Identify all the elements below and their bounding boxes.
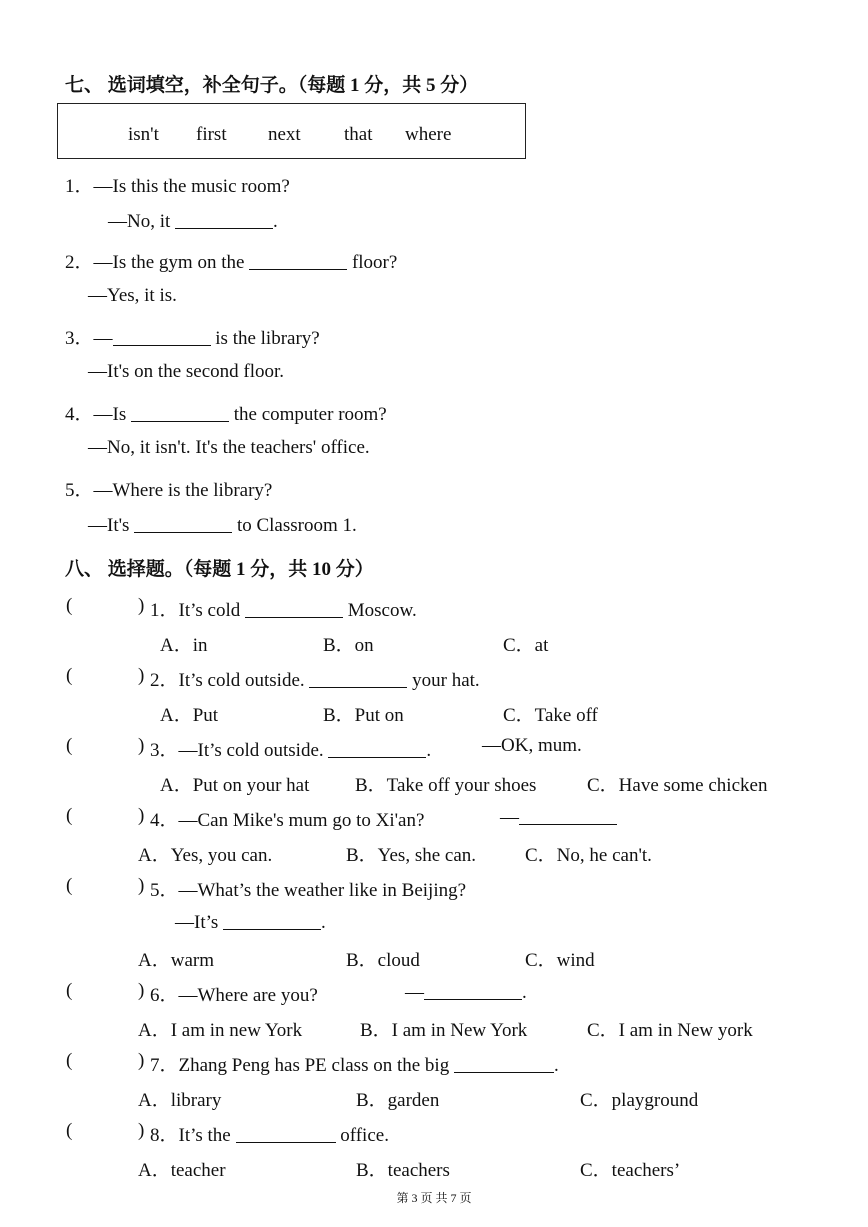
s8-question-6: 6．—Where are you? — [150, 985, 318, 1006]
answer-paren-open: ( — [66, 980, 73, 1001]
answer-paren-open: ( — [66, 1120, 73, 1141]
s8-q8-option-c[interactable]: C．teachers’ — [580, 1160, 681, 1181]
answer-paren-close: ) — [138, 665, 145, 686]
answer-blank[interactable] — [519, 805, 617, 825]
s8-question-2: 2．It’s cold outside. your hat. — [150, 670, 480, 691]
answer-paren-open: ( — [66, 735, 73, 756]
s8-q5-sub: —It’s . — [175, 912, 326, 933]
answer-blank[interactable] — [236, 1123, 336, 1143]
answer-paren-close: ) — [138, 805, 145, 826]
s8-q5-option-a[interactable]: A．warm — [138, 950, 214, 971]
answer-paren-close: ) — [138, 980, 145, 1001]
s7-question-2: 2．—Is the gym on the floor? — [65, 252, 398, 273]
s8-q3-reply: —OK, mum. — [482, 735, 582, 756]
answer-paren-close: ) — [138, 1120, 145, 1141]
s8-question-3: 3．—It’s cold outside. . — [150, 740, 432, 761]
s8-q1-option-a[interactable]: A．in — [160, 635, 208, 656]
answer-blank[interactable] — [245, 598, 343, 618]
section-7-title: 七、 选词填空，补全句子。（每题 1 分，共 5 分） — [65, 75, 479, 96]
answer-paren-open: ( — [66, 595, 73, 616]
answer-blank[interactable] — [328, 738, 426, 758]
s8-q2-option-c[interactable]: C．Take off — [503, 705, 598, 726]
answer-blank[interactable] — [131, 402, 229, 422]
s8-q6-option-b[interactable]: B．I am in New York — [360, 1020, 528, 1041]
answer-paren-close: ) — [138, 1050, 145, 1071]
s7-answer-1: —No, it . — [108, 211, 278, 232]
s7-answer-3: —It's on the second floor. — [88, 361, 285, 382]
answer-blank[interactable] — [113, 326, 211, 346]
s8-question-1: 1．It’s cold Moscow. — [150, 600, 417, 621]
answer-paren-open: ( — [66, 1050, 73, 1071]
s8-q7-option-c[interactable]: C．playground — [580, 1090, 699, 1111]
s8-q7-option-a[interactable]: A．library — [138, 1090, 222, 1111]
s8-q1-option-c[interactable]: C．at — [503, 635, 549, 656]
s8-question-5: 5．—What’s the weather like in Beijing? — [150, 880, 467, 901]
answer-paren-open: ( — [66, 805, 73, 826]
s7-question-5: 5．—Where is the library? — [65, 480, 273, 501]
s8-q6-option-a[interactable]: A．I am in new York — [138, 1020, 303, 1041]
s8-q4-option-a[interactable]: A．Yes, you can. — [138, 845, 273, 866]
s8-q2-option-a[interactable]: A．Put — [160, 705, 219, 726]
answer-blank[interactable] — [134, 513, 232, 533]
s8-q6-option-c[interactable]: C．I am in New york — [587, 1020, 753, 1041]
s8-q4-reply: — — [500, 805, 617, 829]
s8-q4-option-c[interactable]: C．No, he can't. — [525, 845, 652, 866]
answer-blank[interactable] — [454, 1053, 554, 1073]
answer-blank[interactable] — [424, 980, 522, 1000]
answer-paren-open: ( — [66, 665, 73, 686]
s8-q5-option-b[interactable]: B．cloud — [346, 950, 420, 971]
s7-answer-5: —It's to Classroom 1. — [88, 515, 357, 536]
s8-q2-option-b[interactable]: B．Put on — [323, 705, 404, 726]
s8-q8-option-b[interactable]: B．teachers — [356, 1160, 450, 1181]
s8-q5-option-c[interactable]: C．wind — [525, 950, 595, 971]
s8-q3-option-c[interactable]: C．Have some chicken — [587, 775, 768, 796]
section-8-title: 八、 选择题。（每题 1 分，共 10 分） — [65, 559, 374, 580]
answer-blank[interactable] — [175, 209, 273, 229]
word-bank-item: first — [196, 124, 227, 145]
s8-q4-option-b[interactable]: B．Yes, she can. — [346, 845, 477, 866]
s8-question-4: 4．—Can Mike's mum go to Xi'an? — [150, 810, 425, 831]
answer-blank[interactable] — [309, 668, 407, 688]
s7-question-3: 3．— is the library? — [65, 328, 320, 349]
word-bank-item: where — [405, 124, 452, 145]
s7-answer-2: —Yes, it is. — [88, 285, 177, 306]
s8-question-7: 7．Zhang Peng has PE class on the big . — [150, 1055, 559, 1076]
s8-q8-option-a[interactable]: A．teacher — [138, 1160, 226, 1181]
answer-paren-close: ) — [138, 735, 145, 756]
page-footer: 第 3 页 共 7 页 — [396, 1191, 472, 1205]
answer-blank[interactable] — [223, 910, 321, 930]
s7-question-1: 1．—Is this the music room? — [65, 176, 290, 197]
s8-question-8: 8．It’s the office. — [150, 1125, 389, 1146]
word-bank-item: that — [344, 124, 373, 145]
s8-q1-option-b[interactable]: B．on — [323, 635, 374, 656]
s8-q3-option-b[interactable]: B．Take off your shoes — [355, 775, 537, 796]
answer-paren-close: ) — [138, 875, 145, 896]
word-bank-item: isn't — [128, 124, 159, 145]
answer-blank[interactable] — [249, 250, 347, 270]
answer-paren-close: ) — [138, 595, 145, 616]
s7-question-4: 4．—Is the computer room? — [65, 404, 387, 425]
word-bank-item: next — [268, 124, 301, 145]
s8-q7-option-b[interactable]: B．garden — [356, 1090, 440, 1111]
answer-paren-open: ( — [66, 875, 73, 896]
s8-q6-reply: — . — [405, 982, 527, 1003]
word-bank-box — [57, 103, 526, 159]
s7-answer-4: —No, it isn't. It's the teachers' office. — [88, 437, 370, 458]
s8-q3-option-a[interactable]: A．Put on your hat — [160, 775, 310, 796]
